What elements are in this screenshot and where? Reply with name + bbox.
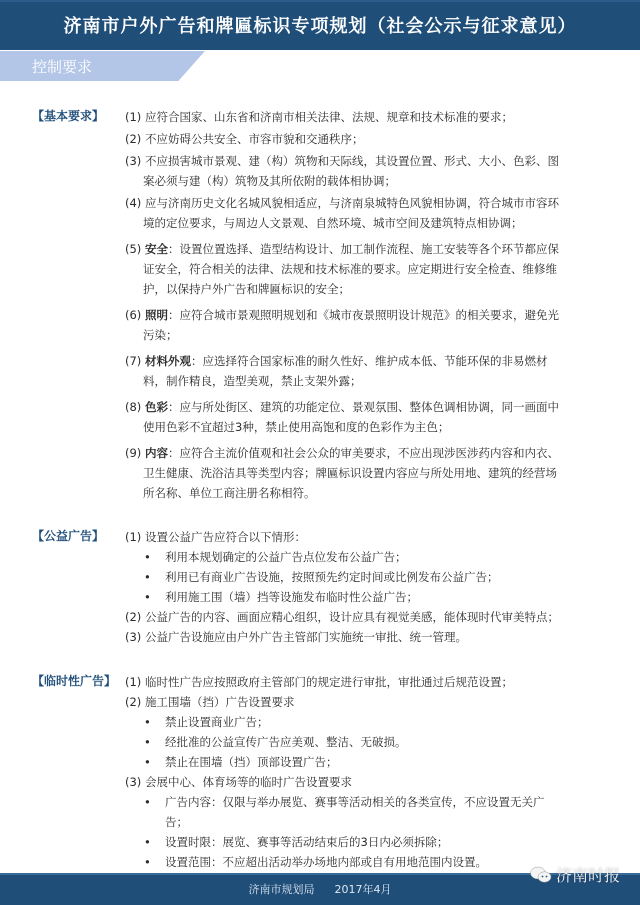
bullet-item: • 广告内容：仅限与举办展览、赛事等活动相关的各类宣传，不应设置无关广告； (144, 795, 545, 829)
list-item: (6) 照明：应符合城市景观照明规划和《城市夜景照明设计规范》的相关要求，避免光污染； (125, 308, 559, 342)
section-label: 【公益广告】 (32, 529, 105, 543)
bullet-item: • 利用已有商业广告设施，按照预先约定时间或比例发布公益广告； (144, 570, 499, 584)
list-item: (3) 不应损害城市景观、建（构）筑物和天际线，其设置位置、形式、大小、色彩、图案必须与建（构）筑物及其所依附的载体相协调； (125, 154, 559, 188)
list-item: (4) 应与济南历史文化名城风貌相适应，与济南泉城特色风貌相协调，符合城市市容环境的定位要求，与周边人文景观、自然环境、城市空间及建筑特点相协调； (125, 196, 559, 230)
bullet-item: • 设置范围：不应超出活动举办场地内部或自有用地范围内设置。 (144, 855, 487, 869)
watermark-text: 济南时报 (556, 866, 621, 885)
bullet-item: • 禁止设置商业广告； (144, 715, 269, 729)
list-item: (1) 设置公益广告应符合以下情形： (125, 530, 306, 544)
list-item: (2) 公益广告的内容、画面应精心组织，设计应具有视觉美感，能体现时代审美特点； (125, 610, 559, 624)
bullet-item: • 设置时限：展览、赛事等活动结束后的3日内必须拆除； (144, 835, 449, 849)
watermark (530, 863, 620, 888)
bullet-item: • 禁止在围墙（挡）顶部设置广告； (144, 755, 338, 769)
page-title: 济南市户外广告和牌匾标识专项规划（社会公示与征求意见） (63, 16, 577, 37)
list-item: (7) 材料外观：应选择符合国家标准的耐久性好、维护成本低、节能环保的非易燃材料，制作精良，造型美观，禁止支架外露； (125, 354, 548, 388)
footer-org: 济南市规划局 (248, 883, 315, 896)
bullet-item: • 利用施工围（墙）挡等设施发布临时性公益广告； (144, 590, 418, 604)
list-item: (3) 会展中心、体育场等的临时广告设置要求 (125, 775, 352, 789)
wechat-icon (530, 866, 552, 888)
list-item: (8) 色彩：应与所处街区、建筑的功能定位、景观氛围、整体色调相协调，同一画面中使用色彩不宜超过3种，禁止使用高饱和度的色彩作为主色； (125, 400, 559, 434)
list-item: (2) 施工围墙（挡）广告设置要求 (125, 695, 295, 709)
section-tab (0, 51, 205, 82)
footer-date: 2017年4月 (334, 883, 392, 896)
bullet-item: • 利用本规划确定的公益广告点位发布公益广告； (144, 550, 407, 564)
section-label: 【基本要求】 (32, 109, 105, 123)
tab-background (0, 51, 205, 81)
list-item: (3) 公益广告设施应由户外广告主管部门实施统一审批、统一管理。 (125, 630, 467, 644)
bullet-item: • 经批准的公益宣传广告应美观、整洁、无破损。 (144, 735, 407, 749)
tab-label: 控制要求 (32, 58, 93, 76)
list-item: (2) 不应妨碍公共安全、市容市貌和交通秩序； (125, 132, 364, 146)
list-item: (1) 临时性广告应按照政府主管部门的规定进行审批，审批通过后规范设置； (125, 675, 513, 689)
list-item: (9) 内容：应符合主流价值观和社会公众的审美要求，不应出现涉医涉药内容和内衣、卫生健康、洗浴洁具等类型内容；牌匾标识设置内容应与所处用地、建筑的经营场所名称、单位工商注册名称相符。 (125, 446, 559, 500)
list-item: (1) 应符合国家、山东省和济南市相关法律、法规、规章和技术标准的要求； (125, 110, 513, 124)
list-item: (5) 安全：设置位置选择、造型结构设计、加工制作流程、施工安装等各个环节都应保证安全，符合相关的法律、法规和技术标准的要求。应定期进行安全检查、维修维护，以保持户外广告和牌匾标识的安全； (125, 242, 559, 296)
page-header (0, 0, 640, 50)
section-label: 【临时性广告】 (32, 674, 117, 688)
